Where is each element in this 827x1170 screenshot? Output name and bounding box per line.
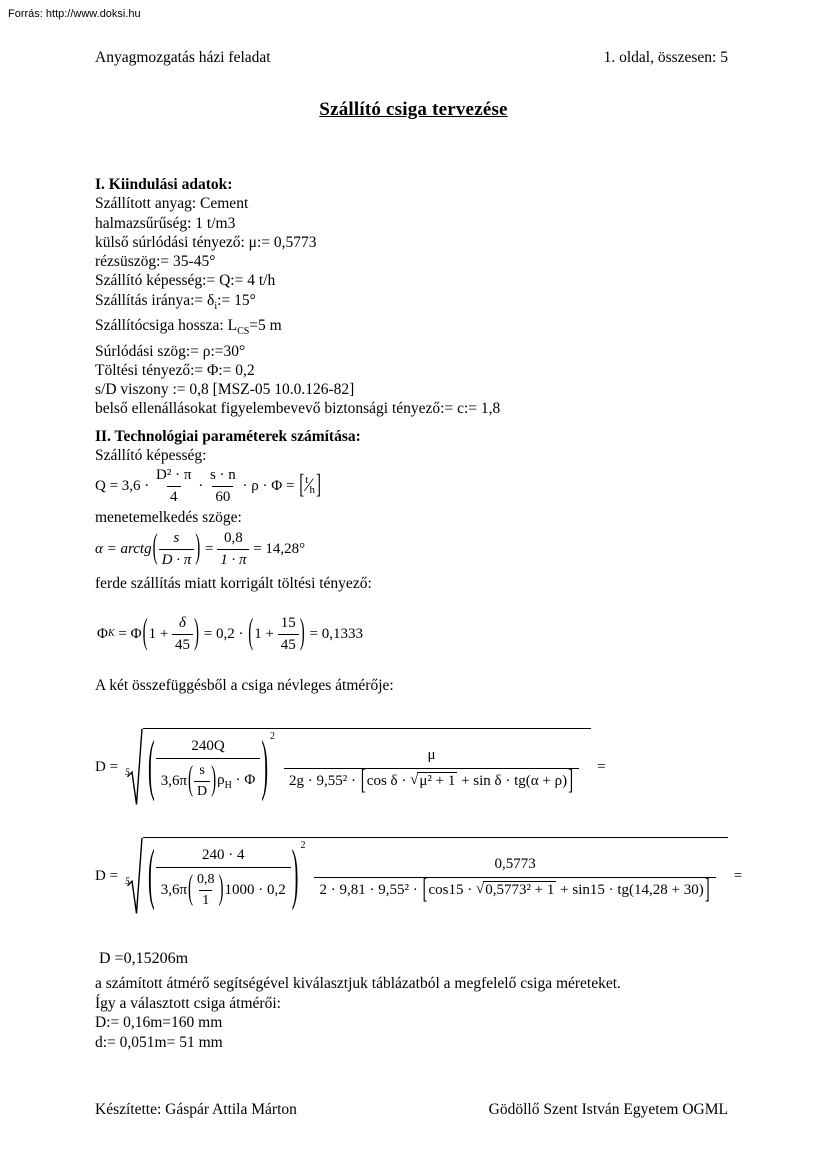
- section-1-lines: [95, 194, 500, 418]
- paren-open: (: [248, 613, 254, 653]
- den-pre: 3,6π: [160, 882, 188, 898]
- footer-institution: Gödöllő Szent István Egyetem OGML: [488, 1101, 728, 1118]
- pitch-label: menetemelkedés szöge:: [95, 509, 242, 526]
- fraction-denominator: [156, 758, 261, 800]
- squared-group: [147, 729, 276, 805]
- fraction-denominator: 45: [172, 634, 193, 655]
- fraction-denominator: [156, 867, 291, 909]
- fraction-denominator: D: [194, 781, 210, 801]
- fraction-numerator: 0,5773: [494, 856, 536, 873]
- unit-numerator: t: [305, 474, 309, 487]
- fraction: [284, 746, 579, 796]
- source-note: Forrás: http://www.doksi.hu: [8, 8, 141, 20]
- chosen-diameters-label: Így a választott csiga átmérői:: [95, 995, 281, 1012]
- paren-open: (: [152, 529, 158, 567]
- tg-argument: (α + ρ): [525, 773, 568, 789]
- fraction-numerator: 0,8: [223, 529, 243, 546]
- paren-open: (: [188, 762, 194, 799]
- result-outer-diameter: D:= 0,16m=160 mm: [95, 1014, 223, 1031]
- fraction-numerator: s: [199, 763, 205, 779]
- bracket-close: ]: [568, 765, 574, 796]
- phi-subscript: K: [107, 627, 115, 639]
- equals: =: [201, 540, 218, 557]
- fraction: [156, 846, 291, 910]
- formula-q-mid: ·: [194, 477, 207, 494]
- text-line: Töltési tényező:= Φ:= 0,2: [95, 361, 255, 379]
- formula-pitch-angle: [95, 526, 305, 572]
- fraction-numerator: s: [173, 529, 180, 546]
- fraction-denominator: 60: [212, 486, 233, 507]
- sin-term: + sin15 · tg: [556, 882, 630, 898]
- fraction-numerator: 15: [280, 614, 296, 631]
- fraction: [207, 466, 239, 507]
- text-line: Szállított anyag: Cement: [95, 195, 249, 213]
- result-inner-diameter: d:= 0,051m= 51 mm: [95, 1034, 223, 1051]
- root-index: 5: [125, 876, 130, 887]
- bracket-open: [: [422, 874, 428, 905]
- formula-d2-lhs: D =: [95, 867, 119, 884]
- text-line: Súrlódási szög:= ρ:=30°: [95, 342, 246, 360]
- fraction-numerator: 0,8: [197, 872, 215, 888]
- exponent: 2: [270, 730, 276, 742]
- radicand: [143, 728, 591, 807]
- formula-diameter-numeric: [95, 824, 742, 928]
- fraction: [278, 614, 299, 655]
- fraction-denominator: 4: [167, 486, 181, 507]
- result-note: a számított átmérő segítségével kiválasztjuk táblázatból a megfelelő csiga méreteket.: [95, 975, 621, 992]
- paren-close: ): [218, 871, 224, 908]
- formula-alpha-lhs: α = arctg: [95, 540, 152, 557]
- paren-open: (: [148, 729, 155, 805]
- bracket-close: ]: [704, 874, 710, 905]
- radicand: 0,5773² + 1: [485, 882, 555, 899]
- section-1-heading: I. Kiindulási adatok:: [95, 176, 233, 193]
- formula-fill-factor: [97, 608, 363, 660]
- section-2-heading: II. Technológiai paraméterek számítása:: [95, 428, 361, 445]
- text-line: Szállítás iránya:= $\delta_i:= 15^\circ$: [95, 291, 256, 312]
- fifth-root: [126, 728, 591, 807]
- paren-close: ): [299, 613, 305, 653]
- fill-factor-label: ferde szállítás miatt korrigált töltési tényező:: [95, 575, 372, 592]
- squared-group: [147, 838, 306, 914]
- capacity-label: Szállító képesség:: [95, 447, 207, 464]
- tg-argument: (14,28 + 30): [629, 882, 704, 898]
- header-page-number: 1. oldal, összesen: 5: [603, 49, 728, 66]
- sin-term: + sin δ · tg: [457, 773, 526, 789]
- fraction-numerator: s · n: [209, 466, 236, 483]
- radical-sign: √: [475, 881, 485, 898]
- fraction-denominator: D · π: [159, 549, 195, 570]
- paren-close: ): [195, 529, 201, 567]
- equals: = Φ: [114, 625, 142, 642]
- fraction-denominator: [314, 874, 715, 905]
- paren-open: (: [188, 871, 194, 908]
- den-pre: 2g · 9,55² ·: [289, 773, 360, 789]
- fraction-numerator: δ: [179, 614, 187, 631]
- unit-denominator: h: [309, 484, 315, 497]
- fraction-denominator: 45: [278, 634, 299, 655]
- radicand: [143, 837, 728, 916]
- phi-symbol: Φ: [97, 625, 108, 642]
- root-index: 5: [125, 767, 130, 778]
- page-footer: [95, 1100, 728, 1119]
- formula-q-lhs: Q = 3,6 ·: [95, 477, 154, 494]
- text-line: Szállítócsiga hossza: $L_{CS}=5$ m: [95, 317, 282, 338]
- den-pre: 2 · 9,81 · 9,55² ·: [319, 882, 422, 898]
- text-line: belső ellenállásokat figyelembevevő biztonsági tényező:= c:= 1,8: [95, 400, 501, 418]
- page-header: [95, 48, 728, 67]
- exponent: 2: [300, 839, 306, 851]
- bracket-close: ]: [315, 470, 321, 500]
- radicand: μ² + 1: [419, 773, 456, 790]
- square-root: [476, 881, 556, 899]
- slash: ∕: [307, 475, 311, 497]
- bracket-open: [: [360, 765, 366, 796]
- paren-close: ): [194, 613, 200, 653]
- text-line: rézsüszög:= 35-45°: [95, 253, 216, 271]
- radical-sign: √: [410, 772, 419, 789]
- fraction: [156, 737, 261, 801]
- fraction: [314, 855, 715, 905]
- equals: =: [733, 867, 743, 884]
- fraction: [194, 762, 210, 800]
- paren-close: ): [291, 838, 299, 914]
- text-line: halmazsűrűség: 1 t/m3: [95, 214, 236, 232]
- footer-author: Készítette: Gáspár Attila Márton: [95, 1101, 297, 1118]
- fraction-denominator: [284, 765, 579, 796]
- formula-d1-lhs: D =: [95, 758, 119, 775]
- bracket-open: [: [299, 470, 305, 500]
- paren-open: (: [148, 838, 155, 914]
- page-title: Szállító csiga tervezése: [319, 99, 508, 120]
- square-root: [410, 772, 457, 790]
- formula-diameter-symbolic: [95, 714, 606, 820]
- paren-close: ): [261, 729, 269, 805]
- header-left-text: Anyagmozgatás házi feladat: [95, 49, 271, 66]
- formula-alpha-result: = 14,28°: [249, 540, 306, 557]
- fifth-root: [126, 837, 728, 916]
- one-plus: 1 +: [254, 625, 278, 642]
- cos-term: cos δ ·: [366, 773, 411, 789]
- fraction-numerator: D² · π: [156, 466, 192, 483]
- fraction: [153, 466, 194, 507]
- paren-close: ): [211, 762, 217, 799]
- result-d-value: D =0,15206m: [99, 950, 189, 967]
- formula-phik-result: = 0,1333: [305, 625, 363, 642]
- den-tail: $\rho_H \cdot \Phi$: [217, 771, 256, 791]
- unit-fraction: [305, 474, 315, 498]
- fraction-numerator: μ: [427, 747, 436, 764]
- paren-open: (: [142, 613, 148, 653]
- fraction: [159, 529, 195, 570]
- fraction: [172, 614, 193, 655]
- diameter-label: A két összefüggésből a csiga névleges átmérője:: [95, 677, 394, 694]
- text-line: Szállító képesség:= Q:= 4 t/h: [95, 272, 276, 290]
- cos-term: cos15 ·: [428, 882, 476, 898]
- fraction-denominator: 1: [199, 890, 212, 910]
- formula-q-tail: · ρ · Φ =: [238, 477, 299, 494]
- den-pre: 3,6π: [160, 773, 188, 789]
- formula-capacity: [95, 462, 322, 510]
- text-line: s/D viszony := 0,8 [MSZ-05 10.0.126-82]: [95, 381, 355, 399]
- section-kiindulasi-adatok: [95, 175, 500, 419]
- den-tail: 1000 · 0,2: [224, 882, 286, 898]
- equals: =: [597, 758, 606, 775]
- text-line: külső súrlódási tényező: μ:= 0,5773: [95, 233, 317, 251]
- fraction-numerator: 240 · 4: [202, 846, 245, 863]
- title-row: [0, 99, 827, 121]
- one-plus: 1 +: [148, 625, 173, 642]
- formula-phik-mid: = 0,2 ·: [200, 625, 248, 642]
- fraction-numerator: 240Q: [191, 737, 225, 754]
- fraction-denominator: 1 · π: [217, 549, 249, 570]
- fraction: [194, 871, 218, 909]
- fraction: [217, 529, 249, 570]
